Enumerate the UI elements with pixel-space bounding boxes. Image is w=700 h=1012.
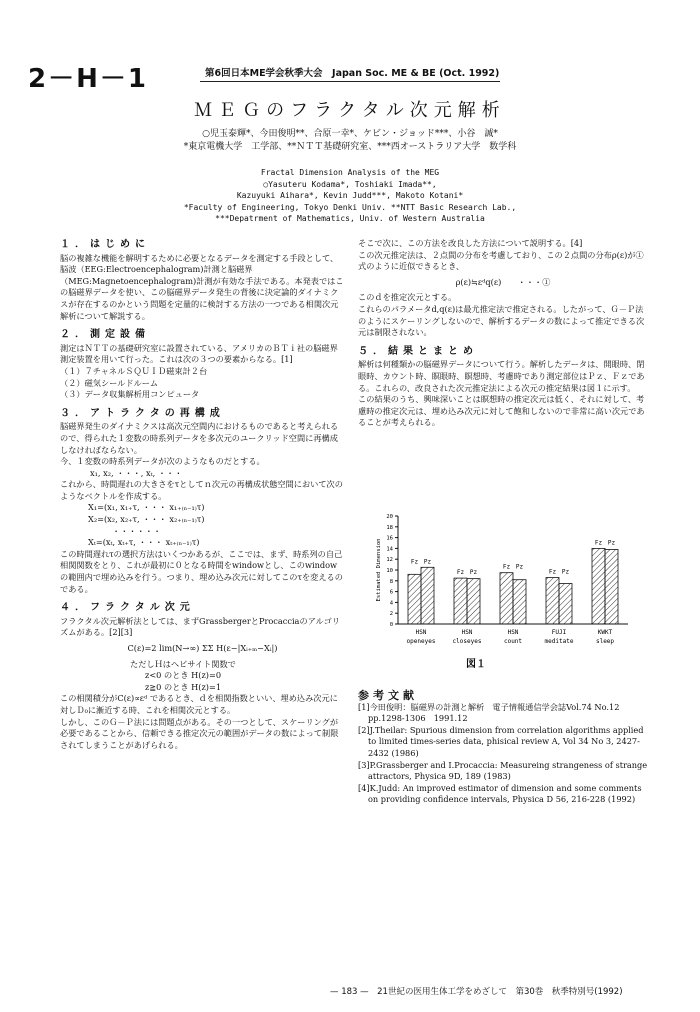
bar-fz <box>500 573 513 624</box>
y-tick-label: 18 <box>386 524 393 531</box>
method-intro: そこで次に、この方法を改良した方法について説明する。[4] <box>358 238 583 248</box>
left-column <box>60 232 345 751</box>
bar-label: Pz <box>469 569 478 577</box>
y-tick-label: 20 <box>386 514 393 520</box>
figure-caption: 図１ <box>466 659 486 670</box>
y-tick-label: 2 <box>389 611 393 618</box>
section-3-body-3: これから、時間遅れの大きさをτとしてｎ次元の再構成状態空間において次のようなベクトルを作成する。 <box>60 479 343 501</box>
x-category-label: HSN <box>461 629 473 636</box>
bar-label: Pz <box>423 558 432 566</box>
right-column-top <box>358 238 648 429</box>
correlation-integral-formula: C(ε)=2 lim(N→∞) ΣΣ H(ε−|Xᵢ₊ₘ−Xᵢ|) <box>127 643 278 653</box>
section-3-body-2: 今、１変数の時系列データが次のようなものだとする。 <box>60 456 265 467</box>
heaviside-case-1: z<0 のとき H(z)=0 <box>145 670 222 681</box>
y-tick-label: 6 <box>389 589 393 596</box>
vector-t: Xₜ=(xₜ, xₜ₊τ, ・・・ xₜ₊₍ₙ₋₁₎τ) <box>88 537 200 548</box>
vector-2: X₂=(x₂, x₂₊τ, ・・・ x₂₊₍ₙ₋₁₎τ) <box>88 514 205 525</box>
y-tick-label: 14 <box>386 546 393 553</box>
section-4-heading: ４．フラクタル次元 <box>60 602 195 614</box>
method-description: この次元推定法は、２点間の分布を考慮しており、この２点間の分布ρ(ε)が①式のように近似できるとき、 <box>358 249 644 272</box>
vector-1: X₁=(x₁, x₁₊τ, ・・・ x₁₊₍ₙ₋₁₎τ) <box>88 502 205 513</box>
bar-label: Pz <box>607 539 616 547</box>
references <box>358 690 653 806</box>
section-2-body: 測定はＮＴＴの基礎研究室に設置されている、アメリカのＢＴｉ社の脳磁界測定装置を用いて行った。これは次の３つの要素からなる。[1] <box>60 342 338 365</box>
y-tick-label: 16 <box>386 535 393 542</box>
english-affil-1: *Faculty of Engineering, Tokyo Denki Univ. **NTT Basic Research Lab., <box>183 202 517 212</box>
references-heading: 参考文献 <box>358 689 418 702</box>
distribution-formula: ρ(ε)≒εᵈq(ε) ・・・① <box>455 276 551 287</box>
english-title: Fractal Dimension Analysis of the MEG <box>260 168 440 177</box>
section-1-heading: １．はじめに <box>60 239 150 250</box>
y-tick-label: 8 <box>389 578 393 585</box>
y-axis-label: Estimated Dimension <box>376 538 382 602</box>
bar-label: Fz <box>456 569 465 577</box>
english-header <box>0 167 700 225</box>
x-category-sublabel: sleep <box>595 638 615 645</box>
bar-label: Fz <box>410 558 419 566</box>
equipment-item: （２）磁気シールドルーム <box>60 377 159 388</box>
section-5-body-1: 解析は何種類かの脳磁界データについて行う。解析したデータは、開眼時、閉眼時、カウント時、瞑眼時、瞑想時、考慮時であり測定部位はＰｚ、Ｆｚである。これらの、改良された次元推定法による次元の推定結果は図１に示す。 <box>358 359 645 393</box>
y-tick-label: 10 <box>386 568 393 574</box>
method-parameters: これらのパラメータd,q(ε)は最尤推定法で推定される。したがって、Ｇ－Ｐ法のようにスケーリングしないので、解析するデータの数によって推定できる次元は制限されない。 <box>358 303 645 338</box>
bar-fz <box>592 548 605 624</box>
method-dimension: このｄを推定次元とする。 <box>358 292 457 303</box>
vector-dots: ・・・・・・ <box>112 525 162 536</box>
paper-title: ＭＥＧのフラクタル次元解析 <box>194 100 506 121</box>
x-category-label: HSN <box>415 629 427 636</box>
bar-label: Fz <box>548 568 557 576</box>
bar-pz <box>513 580 526 624</box>
page-footer: — 183 — 21世紀の医用生体工学をめざして 第30巻 秋季特別号(1992) <box>330 987 623 997</box>
x-category-sublabel: openeyes <box>406 638 436 645</box>
bar-pz <box>559 584 572 625</box>
header-rule <box>200 81 500 82</box>
section-5-body-2: この結果のうち、興味深いことは瞑想時の推定次元は低く、それに対して、考慮時の推定次元は、埋め込み次元に対して飽和しないので非常に高い次元であることが考えられる。 <box>358 394 645 428</box>
english-authors-2: Kazuyuki Aihara*, Kevin Judd***, Makoto Kotani* <box>236 191 464 200</box>
bar-fz <box>546 578 559 624</box>
x-category-label: KWKT <box>597 629 613 636</box>
affiliations-ja: *東京電機大学 工学部、**ＮＴＴ基礎研究室、***西オーストラリア大学 数学科 <box>183 142 517 152</box>
reference-item: [4]K.Judd: An improved estimator of dimension and some comments on providing confidence intervals, Physica D 56, 216-228 (1992) <box>358 782 642 805</box>
y-tick-label: 12 <box>386 557 393 564</box>
bar-fz <box>408 574 421 624</box>
bar-label: Fz <box>594 539 603 547</box>
bar-label: Pz <box>515 563 524 571</box>
bar-label: Fz <box>502 563 511 571</box>
section-5-heading: ５．結果とまとめ <box>358 345 478 357</box>
reference-item: [1]今田俊明：脳磁界の計測と解析 電子情報通信学会誌Vol.74 No.12 pp.1298-1306 1991.12 <box>358 701 620 724</box>
y-tick-label: 0 <box>389 622 393 628</box>
x-category-label: FUJI <box>551 629 567 636</box>
bar-pz <box>421 567 434 624</box>
english-authors-1: ○Yasuteru Kodama*, Toshiaki Imada**, <box>263 179 437 189</box>
y-tick-label: 4 <box>389 600 393 607</box>
section-4-body-1: フラクタル次元解析法としては、まずGrassbergerとProcacciaのアルゴリズムがある。[2][3] <box>60 615 341 638</box>
heaviside-case-2: z≧0 のとき H(z)=1 <box>145 681 222 692</box>
bar-fz <box>454 578 467 624</box>
reference-item: [3]P.Grassberger and I.Procaccia: Measureing strangeness of strange attractors, Physica 9D, 189 (1983) <box>358 759 648 782</box>
x-category-label: HSN <box>507 629 519 636</box>
heaviside-note: ただしＨはヘビサイト関数で <box>130 658 236 669</box>
x-category-sublabel: count <box>503 638 523 645</box>
x-category-sublabel: meditate <box>544 638 574 645</box>
conference-name: 第6回日本ME学会秋季大会 Japan Soc. ME & BE (Oct. 1992) <box>205 68 500 79</box>
section-4-body-2: この相関積分がC(ε)∝εᵈ であるとき、ｄを相関指数といい、埋め込み次元に対しＤ₀に漸近する時、これを相関次元とする。 <box>60 693 338 715</box>
bar-pz <box>605 549 618 624</box>
section-1-body: 脳の複雑な機能を解明するために必要となるデータを測定する手段として、脳波（EEG:Electroencephalogram)計測と脳磁界（MEG:Magnetoencephalogram)計測が有効な手法である。本発表ではこの脳磁界データを使い、この脳磁界データ発生の背後に決定論的ダイナミクスが存在するのかという問題を定量的に検討する方法の一つである相関次元解析について解説する。 <box>60 252 344 321</box>
section-3-body-1: 脳磁界発生のダイナミクスは高次元空間内におけるものであると考えられるので、得られた１変数の時系列データを多次元のユークリッド空間に再構成しなければならない。 <box>60 421 339 455</box>
section-2-heading: ２．測定設備 <box>60 329 150 341</box>
section-4-body-3: しかし、このＧ－Ｐ法には問題点がある。その一つとして、スケーリングが必要であることから、信頼できる推定次元の範囲がデータの数によって制限されてしまうことがあげられる。 <box>60 716 339 750</box>
bar-label: Pz <box>561 568 570 576</box>
equipment-item: （１）７チャネルＳＱＵＩＤ磁束計２台 <box>60 365 208 376</box>
english-affil-2: ***Depatrment of Mathematics, Univ. of Western Australia <box>215 214 485 223</box>
paper-code: 2－H－1 <box>28 64 148 94</box>
time-series: x₁, x₂, ・・・, xₜ, ・・・ <box>90 467 183 478</box>
authors-block <box>0 128 700 154</box>
section-3-body-4: この時間遅れτの選択方法はいくつかあるが、ここでは、まず、時系列の自己相関関数をとり、これが最初に０となる時間をwindowとし、このwindowの範囲内で埋め込みを行う。つまり、埋め込み次元に対してこのτを変えるのである。 <box>60 548 343 594</box>
bar-pz <box>467 579 480 624</box>
x-category-sublabel: closeyes <box>452 638 482 645</box>
equipment-item: （３）データ収集解析用コンピュータ <box>60 389 200 400</box>
reference-item: [2]J.Theilar: Spurious dimension from correlation algorithms applied to limited times-series data, phisical review A, Vol 34 No 3, 2427-2432 (1986) <box>358 724 644 758</box>
dimension-bar-chart <box>372 510 642 650</box>
section-3-heading: ３．アトラクタの再構成 <box>60 407 225 419</box>
authors-ja: ○児玉泰輝*、今田俊明**、合原一幸*、ケビン・ジョッド***、小谷 誠* <box>202 129 498 139</box>
